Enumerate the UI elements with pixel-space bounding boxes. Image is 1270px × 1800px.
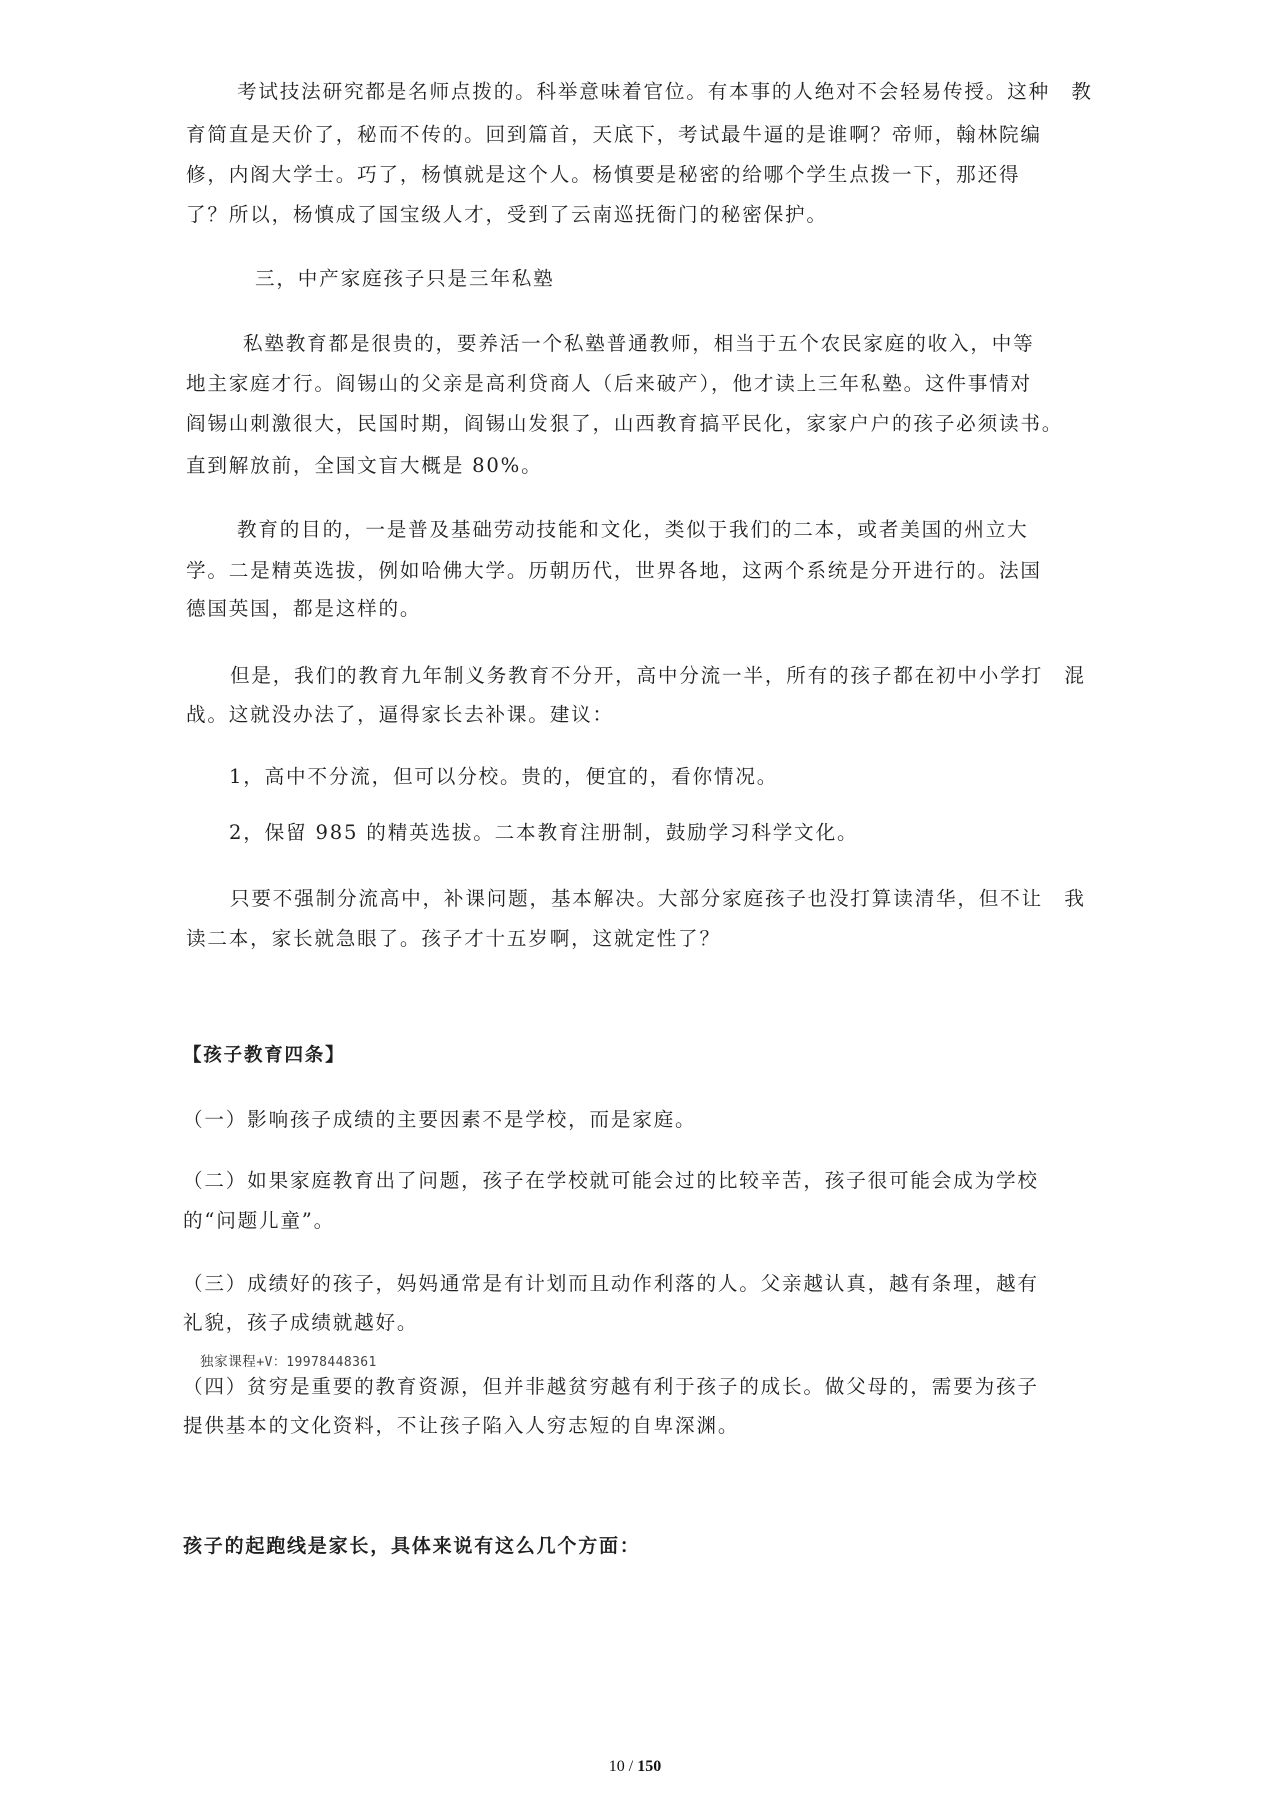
closing-heading: 孩子的起跑线是家长，具体来说有这么几个方面： [183,1535,641,1557]
list-item: 礼貌，孩子成绩就越好。 [183,1311,419,1334]
paragraph-line: 考试技法研究都是名师点拨的。科举意味着官位。有本事的人绝对不会轻易传授。这种 教 [237,80,1093,103]
paragraph-line: 地主家庭才行。阎锡山的父亲是高利贷商人（后来破产），他才读上三年私塾。这件事情对 [186,372,1032,395]
list-item: 的“问题儿童”。 [183,1209,335,1232]
paragraph-line: 育简直是天价了，秘而不传的。回到篇首，天底下，考试最牛逼的是谁啊？帝师，翰林院编 [186,123,1042,146]
total-pages: 150 [637,1758,662,1775]
paragraph-line: 教育的目的，一是普及基础劳动技能和文化，类似于我们的二本，或者美国的州立大 [237,518,1029,541]
page-number [0,1758,1270,1776]
section-title: 【孩子教育四条】 [183,1045,346,1066]
list-item: 2，保留 985 的精英选拔。二本教育注册制，鼓励学习科学文化。 [229,821,859,844]
paragraph-line: 私塾教育都是很贵的，要养活一个私塾普通教师，相当于五个农民家庭的收入，中等 [243,332,1035,355]
paragraph-line: 德国英国，都是这样的。 [186,597,422,620]
list-item: 提供基本的文化资料，不让孩子陷入人穷志短的自卑深渊。 [183,1414,740,1437]
paragraph-line: 但是，我们的教育九年制义务教育不分开，高中分流一半，所有的孩子都在初中小学打 混 [230,664,1086,687]
list-item: （四）贫穷是重要的教育资源，但并非越贫穷越有利于孩子的成长。做父母的，需要为孩子 [183,1375,1039,1398]
paragraph-line: 学。二是精英选拔，例如哈佛大学。历朝历代，世界各地，这两个系统是分开进行的。法国 [186,559,1042,582]
watermark-contact: +V：19978448361 [256,1355,377,1370]
list-item: （二）如果家庭教育出了问题，孩子在学校就可能会过的比较辛苦，孩子很可能会成为学校 [183,1169,1039,1192]
current-page: 10 [608,1758,625,1775]
paragraph-line: 修，内阁大学士。巧了，杨慎就是这个人。杨慎要是秘密的给哪个学生点拨一下，那还得 [186,163,1021,186]
list-item: （一）影响孩子成绩的主要因素不是学校，而是家庭。 [183,1108,697,1131]
section-heading: 三，中产家庭孩子只是三年私塾 [255,267,555,290]
list-item: 1，高中不分流，但可以分校。贵的，便宜的，看你情况。 [229,765,779,788]
paragraph-line: 阎锡山刺激很大，民国时期，阎锡山发狠了，山西教育搞平民化，家家户户的孩子必须读书。 [186,412,1064,435]
page-separator: / [624,1758,638,1775]
paragraph-line: 直到解放前，全国文盲大概是 80%。 [186,454,543,477]
paragraph-line: 只要不强制分流高中，补课问题，基本解决。大部分家庭孩子也没打算读清华，但不让 我 [230,887,1086,910]
list-item: （三）成绩好的孩子，妈妈通常是有计划而且动作利落的人。父亲越认真，越有条理，越有 [183,1272,1039,1295]
watermark [200,1350,377,1370]
watermark-label: 独家课程 [200,1354,257,1370]
paragraph-line: 战。这就没办法了，逼得家长去补课。建议： [186,703,614,726]
paragraph-line: 了？所以，杨慎成了国宝级人才，受到了云南巡抚衙门的秘密保护。 [186,203,828,226]
paragraph-line: 读二本，家长就急眼了。孩子才十五岁啊，这就定性了？ [186,927,721,950]
